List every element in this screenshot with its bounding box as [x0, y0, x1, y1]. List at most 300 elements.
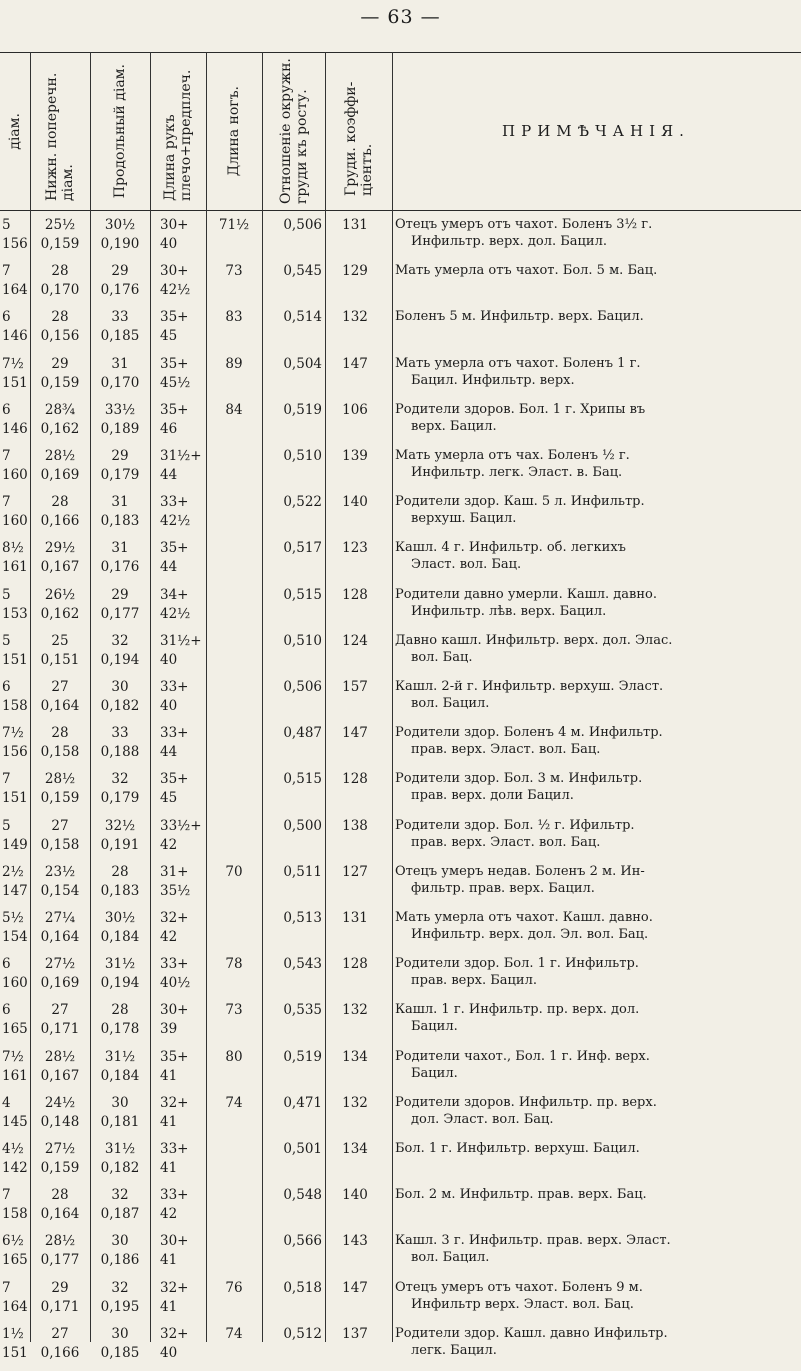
lower-transverse-index: 0,171	[40, 1021, 80, 1038]
note-line-1: Родители здор. Кашл. давно Инфильтр.	[395, 1325, 668, 1341]
chest-coef-value: 137	[342, 1325, 368, 1342]
note-text	[395, 724, 795, 758]
arm-length-value: 33+	[160, 956, 189, 973]
longitudinal-index: 0,183	[100, 513, 140, 530]
forearm-length-value: 41	[160, 1067, 178, 1084]
longitudinal-index: 0,182	[100, 698, 140, 714]
lower-transverse-index: 0,148	[40, 1113, 80, 1130]
table-row	[0, 909, 801, 955]
diam-value: 4	[2, 1094, 11, 1111]
note-line-2: легк. Бацил.	[411, 1342, 497, 1358]
chest-coef-value: 128	[342, 586, 368, 603]
leg-length-value: 83	[225, 309, 243, 326]
chest-coef-value: 124	[342, 632, 368, 649]
diam-index: 160	[2, 975, 28, 992]
chest-ratio-value: 0,500	[283, 817, 322, 834]
lower-transverse-index: 0,166	[40, 513, 80, 530]
note-line-2: Бацил.	[411, 1019, 458, 1035]
header-diam: діам.	[7, 112, 23, 150]
note-text	[395, 1001, 795, 1035]
lower-transverse-index: 0,169	[40, 975, 80, 992]
longitudinal-value: 30	[111, 1233, 129, 1250]
note-line-1: Бол. 2 м. Инфильтр. прав. верх. Бац.	[395, 1187, 647, 1203]
note-text	[395, 401, 795, 435]
note-line-1: Мать умерла отъ чах. Боленъ ½ г.	[395, 448, 630, 463]
leg-length-value: 84	[225, 401, 243, 418]
table-row	[0, 863, 801, 909]
longitudinal-value: 31½	[104, 1141, 136, 1157]
diam-value: 7	[2, 263, 11, 280]
chest-coef-value: 132	[342, 1002, 368, 1019]
note-line-2: верх. Бацил.	[411, 418, 497, 434]
forearm-length-value: 45	[160, 790, 178, 807]
lower-transverse-value: 27¼	[44, 910, 76, 926]
arm-length-value: 33+	[160, 1141, 189, 1157]
lower-transverse-value: 23½	[44, 863, 76, 880]
longitudinal-index: 0,177	[100, 605, 140, 622]
chest-coef-value: 140	[342, 1187, 368, 1204]
lower-transverse-index: 0,166	[40, 1344, 80, 1361]
longitudinal-index: 0,184	[100, 1067, 140, 1084]
note-line-1: Родители здор. Боленъ 4 м. Инфильтр.	[395, 725, 663, 741]
longitudinal-index: 0,191	[100, 836, 140, 853]
leg-length-value: 80	[225, 1048, 243, 1065]
forearm-length-value: 40	[160, 698, 178, 714]
table-row	[0, 1001, 801, 1047]
lower-transverse-index: 0,158	[40, 744, 80, 761]
chest-ratio-value: 0,522	[283, 494, 322, 511]
diam-index: 165	[2, 1021, 28, 1038]
note-line-1: Родители здор. Бол. ½ г. Ифильтр.	[395, 817, 635, 833]
longitudinal-index: 0,188	[100, 744, 140, 761]
chest-ratio-value: 0,510	[283, 448, 322, 464]
chest-coef-value: 129	[342, 263, 368, 280]
chest-coef-value: 139	[342, 448, 368, 464]
leg-length-value: 89	[225, 355, 243, 372]
forearm-length-value: 44	[160, 559, 178, 576]
lower-transverse-index: 0,167	[40, 1067, 80, 1084]
leg-length-value: 73	[225, 263, 243, 280]
note-line-1: Родители здоров. Бол. 1 г. Хрипы въ	[395, 401, 646, 417]
arm-length-value: 32+	[160, 1094, 189, 1111]
header-top-rule	[0, 52, 801, 53]
chest-coef-value: 127	[342, 863, 368, 880]
note-line-1: Родители чахот., Бол. 1 г. Инф. верх.	[395, 1048, 650, 1064]
chest-ratio-value: 0,535	[283, 1002, 322, 1019]
table-row	[0, 817, 801, 863]
header-cell	[0, 56, 30, 206]
note-line-2: Инфильтр. верх. дол. Бацил.	[411, 234, 607, 249]
longitudinal-index: 0,189	[100, 420, 140, 437]
chest-ratio-value: 0,515	[283, 771, 322, 788]
chest-coef-value: 128	[342, 771, 368, 788]
lower-transverse-value: 28½	[44, 1048, 76, 1065]
forearm-length-value: 45	[160, 328, 178, 345]
diam-value: 6	[2, 679, 11, 695]
lower-transverse-value: 25½	[44, 217, 76, 233]
arm-length-value: 35+	[160, 771, 189, 788]
forearm-length-value: 42½	[160, 282, 191, 299]
header-cell	[325, 56, 392, 206]
diam-index: 158	[2, 698, 28, 714]
arm-length-value: 30+	[160, 263, 189, 280]
note-text	[395, 493, 795, 527]
diam-value: 6	[2, 401, 11, 418]
note-line-1: Мать умерла отъ чахот. Бол. 5 м. Бац.	[395, 263, 658, 279]
arm-length-value: 32+	[160, 1325, 189, 1342]
chest-ratio-value: 0,517	[283, 540, 322, 557]
header-chest-ratio: Отношеніе окружн. груди къ росту.	[277, 58, 310, 204]
note-line-2: Бацил. Инфильтр. верх.	[411, 372, 575, 388]
arm-length-value: 33+	[160, 494, 189, 511]
note-text	[395, 216, 795, 250]
longitudinal-index: 0,178	[100, 1021, 140, 1038]
longitudinal-index: 0,182	[100, 1160, 140, 1176]
diam-index: 145	[2, 1113, 28, 1130]
diam-value: 7	[2, 1187, 11, 1204]
note-line-1: Родители давно умерли. Кашл. давно.	[395, 586, 657, 602]
longitudinal-value: 32½	[104, 817, 136, 834]
arm-length-value: 32+	[160, 1279, 189, 1296]
note-text	[395, 1186, 795, 1203]
arm-length-value: 30+	[160, 217, 189, 233]
lower-transverse-value: 28½	[44, 771, 76, 788]
forearm-length-value: 42	[160, 929, 178, 945]
note-line-2: прав. верх. Эласт. вол. Бац.	[411, 742, 601, 758]
diam-value: 7	[2, 771, 11, 788]
note-line-1: Мать умерла отъ чахот. Кашл. давно.	[395, 910, 653, 925]
note-line-2: вол. Бац.	[411, 649, 473, 665]
note-text	[395, 909, 795, 943]
diam-value: 6	[2, 956, 11, 973]
lower-transverse-value: 28	[51, 1187, 69, 1204]
note-text	[395, 678, 795, 712]
lower-transverse-index: 0,169	[40, 467, 80, 483]
header-longitudinal: Продольный діам.	[112, 63, 128, 199]
forearm-length-value: 35½	[160, 882, 191, 899]
lower-transverse-value: 27	[51, 1325, 69, 1342]
table-row	[0, 447, 801, 493]
table-row	[0, 1094, 801, 1140]
longitudinal-index: 0,170	[100, 374, 140, 391]
note-line-1: Боленъ 5 м. Инфильтр. верх. Бацил.	[395, 309, 644, 325]
chest-ratio-value: 0,545	[283, 263, 322, 280]
note-text	[395, 539, 795, 573]
arm-length-value: 31½+	[160, 448, 202, 464]
table-row	[0, 539, 801, 585]
longitudinal-index: 0,176	[100, 559, 140, 576]
diam-value: 7	[2, 494, 11, 511]
diam-index: 151	[2, 651, 28, 668]
forearm-length-value: 42	[160, 1206, 178, 1223]
longitudinal-index: 0,185	[100, 1344, 140, 1361]
longitudinal-index: 0,179	[100, 467, 140, 483]
leg-length-value: 70	[225, 863, 243, 880]
note-line-2: Инфильтр верх. Эласт. вол. Бац.	[411, 1296, 634, 1312]
table-row	[0, 678, 801, 724]
lower-transverse-index: 0,159	[40, 790, 80, 807]
chest-ratio-value: 0,543	[283, 956, 322, 973]
note-line-1: Мать умерла отъ чахот. Боленъ 1 г.	[395, 355, 641, 371]
table-row	[0, 1186, 801, 1232]
forearm-length-value: 42½	[160, 605, 191, 622]
diam-index: 154	[2, 929, 28, 945]
forearm-length-value: 41	[160, 1113, 178, 1130]
longitudinal-value: 31	[111, 355, 129, 372]
lower-transverse-index: 0,167	[40, 559, 80, 576]
longitudinal-value: 30½	[104, 217, 136, 233]
longitudinal-value: 28	[111, 1002, 129, 1019]
diam-index: 161	[2, 1067, 28, 1084]
leg-length-value: 71½	[218, 217, 250, 233]
diam-value: 6	[2, 1002, 11, 1019]
chest-ratio-value: 0,519	[283, 401, 322, 418]
diam-index: 165	[2, 1252, 28, 1269]
arm-length-value: 34+	[160, 586, 189, 603]
chest-coef-value: 143	[342, 1233, 368, 1250]
diam-index: 146	[2, 328, 28, 345]
note-line-2: прав. верх. доли Бацил.	[411, 788, 574, 804]
note-line-1: Кашл. 3 г. Инфильтр. прав. верх. Эласт.	[395, 1233, 671, 1249]
note-line-2: вол. Бацил.	[411, 1250, 490, 1266]
diam-index: 151	[2, 790, 28, 807]
diam-value: 5	[2, 632, 11, 649]
leg-length-value: 73	[225, 1002, 243, 1019]
lower-transverse-index: 0,159	[40, 236, 80, 252]
lower-transverse-value: 27½	[44, 956, 76, 973]
forearm-length-value: 42	[160, 836, 178, 853]
chest-ratio-value: 0,518	[283, 1279, 322, 1296]
longitudinal-value: 32	[111, 1279, 129, 1296]
note-text	[395, 586, 795, 620]
arm-length-value: 35+	[160, 355, 189, 372]
longitudinal-value: 30	[111, 1094, 129, 1111]
note-text	[395, 355, 795, 389]
forearm-length-value: 44	[160, 744, 178, 761]
diam-value: 7½	[2, 1048, 24, 1065]
note-line-2: Бацил.	[411, 1065, 458, 1081]
longitudinal-index: 0,183	[100, 882, 140, 899]
lower-transverse-value: 27	[51, 1002, 69, 1019]
header-lower-transverse: Нижн. поперечн. діам.	[44, 72, 76, 201]
note-text	[395, 447, 795, 481]
lower-transverse-value: 28½	[44, 448, 76, 464]
note-text	[395, 1048, 795, 1082]
lower-transverse-index: 0,170	[40, 282, 80, 299]
lower-transverse-index: 0,158	[40, 836, 80, 853]
chest-ratio-value: 0,506	[283, 217, 322, 233]
note-line-1: Отецъ умеръ отъ чахот. Боленъ 3½ г.	[395, 217, 653, 232]
page-number: — 63 —	[360, 6, 441, 28]
arm-length-value: 33+	[160, 725, 189, 742]
lower-transverse-value: 29½	[44, 540, 76, 557]
lower-transverse-value: 25	[51, 632, 69, 649]
longitudinal-index: 0,190	[100, 236, 140, 252]
arm-length-value: 33½+	[160, 817, 202, 834]
diam-index: 156	[2, 236, 28, 252]
lower-transverse-value: 29	[51, 355, 69, 372]
header-bottom-rule	[0, 210, 801, 211]
lower-transverse-value: 28	[51, 725, 69, 742]
arm-length-value: 35+	[160, 540, 189, 557]
longitudinal-value: 28	[111, 863, 129, 880]
chest-ratio-value: 0,471	[283, 1094, 322, 1111]
chest-ratio-value: 0,514	[283, 309, 322, 326]
arm-length-value: 35+	[160, 309, 189, 326]
diam-value: 5	[2, 586, 11, 603]
table-row	[0, 770, 801, 816]
header-chest-coef: Груди. коэффи-ціентъ.	[342, 81, 375, 196]
table-row	[0, 632, 801, 678]
note-line-1: Родители здор. Бол. 3 м. Инфильтр.	[395, 771, 643, 787]
chest-ratio-value: 0,548	[283, 1187, 322, 1204]
longitudinal-value: 32	[111, 771, 129, 788]
note-line-1: Бол. 1 г. Инфильтр. верхуш. Бацил.	[395, 1141, 640, 1156]
forearm-length-value: 40	[160, 651, 178, 668]
longitudinal-index: 0,181	[100, 1113, 140, 1130]
chest-ratio-value: 0,506	[283, 679, 322, 695]
chest-ratio-value: 0,510	[283, 632, 322, 649]
lower-transverse-index: 0,159	[40, 1160, 80, 1176]
forearm-length-value: 44	[160, 467, 178, 483]
note-text	[395, 262, 795, 279]
lower-transverse-value: 27½	[44, 1141, 76, 1157]
lower-transverse-index: 0,162	[40, 605, 80, 622]
diam-value: 6	[2, 309, 11, 326]
table-row	[0, 401, 801, 447]
longitudinal-value: 30	[111, 679, 129, 695]
note-line-1: Давно кашл. Инфильтр. верх. дол. Элас.	[395, 632, 673, 648]
diam-index: 149	[2, 836, 28, 853]
diam-value: 7	[2, 1279, 11, 1296]
note-line-2: прав. верх. Бацил.	[411, 973, 537, 989]
diam-value: 5½	[2, 910, 24, 926]
longitudinal-value: 30½	[104, 910, 136, 926]
note-line-1: Кашл. 4 г. Инфильтр. об. легкихъ	[395, 540, 626, 556]
note-line-2: вол. Бацил.	[411, 696, 490, 711]
lower-transverse-index: 0,159	[40, 374, 80, 391]
note-line-2: Инфильтр. верх. дол. Эл. вол. Бац.	[411, 927, 649, 942]
longitudinal-value: 29	[111, 448, 129, 464]
lower-transverse-index: 0,162	[40, 420, 80, 437]
note-line-1: Кашл. 1 г. Инфильтр. пр. верх. дол.	[395, 1002, 640, 1018]
note-line-1: Родители здор. Каш. 5 л. Инфильтр.	[395, 494, 645, 510]
chest-coef-value: 131	[342, 910, 368, 926]
lower-transverse-value: 27	[51, 679, 69, 695]
note-line-1: Родители здор. Бол. 1 г. Инфильтр.	[395, 956, 639, 972]
arm-length-value: 31½+	[160, 632, 202, 649]
note-line-1: Родители здоров. Инфильтр. пр. верх.	[395, 1094, 657, 1110]
leg-length-value: 74	[225, 1325, 243, 1342]
longitudinal-index: 0,195	[100, 1298, 140, 1315]
diam-value: 4½	[2, 1141, 24, 1157]
chest-coef-value: 134	[342, 1048, 368, 1065]
lower-transverse-value: 29	[51, 1279, 69, 1296]
chest-coef-value: 132	[342, 309, 368, 326]
diam-index: 151	[2, 1344, 28, 1361]
diam-value: 7	[2, 448, 11, 464]
header-notes: ПРИМѢЧАНІЯ.	[502, 122, 690, 140]
table-row	[0, 262, 801, 308]
note-line-2: фильтр. прав. верх. Бацил.	[411, 880, 595, 896]
chest-ratio-value: 0,487	[283, 725, 322, 742]
longitudinal-value: 31	[111, 540, 129, 557]
chest-ratio-value: 0,501	[283, 1141, 322, 1157]
longitudinal-value: 29	[111, 586, 129, 603]
longitudinal-index: 0,185	[100, 328, 140, 345]
chest-coef-value: 147	[342, 725, 368, 742]
longitudinal-value: 32	[111, 1187, 129, 1204]
note-text	[395, 1094, 795, 1128]
note-line-1: Кашл. 2-й г. Инфильтр. верхуш. Эласт.	[395, 679, 664, 694]
longitudinal-value: 31	[111, 494, 129, 511]
header-cell	[30, 56, 90, 206]
chest-coef-value: 140	[342, 494, 368, 511]
header-arm-length: Длина рукъ плечо+предплеч.	[162, 69, 194, 201]
note-line-2: дол. Эласт. вол. Бац.	[411, 1111, 554, 1127]
table-row	[0, 355, 801, 401]
leg-length-value: 78	[225, 956, 243, 973]
table-row	[0, 493, 801, 539]
note-line-2: Инфильтр. легк. Эласт. в. Бац.	[411, 465, 623, 480]
note-text	[395, 308, 795, 325]
note-line-1: Отецъ умеръ отъ чахот. Боленъ 9 м.	[395, 1279, 643, 1295]
longitudinal-index: 0,194	[100, 975, 140, 992]
arm-length-value: 30+	[160, 1233, 189, 1250]
lower-transverse-index: 0,177	[40, 1252, 80, 1269]
note-line-2: прав. верх. Эласт. вол. Бац.	[411, 834, 601, 850]
diam-value: 5	[2, 817, 11, 834]
longitudinal-index: 0,176	[100, 282, 140, 299]
chest-coef-value: 157	[342, 679, 368, 695]
lower-transverse-value: 26½	[44, 586, 76, 603]
table-row	[0, 216, 801, 262]
header-cell	[206, 56, 262, 206]
note-line-2: верхуш. Бацил.	[411, 511, 517, 527]
diam-index: 151	[2, 374, 28, 391]
diam-index: 142	[2, 1160, 28, 1176]
longitudinal-value: 31½	[104, 956, 136, 973]
table-row	[0, 1048, 801, 1094]
chest-ratio-value: 0,513	[283, 910, 322, 926]
leg-length-value: 76	[225, 1279, 243, 1296]
table-row	[0, 1325, 801, 1371]
diam-value: 8½	[2, 540, 24, 557]
lower-transverse-index: 0,164	[40, 698, 80, 714]
lower-transverse-value: 28	[51, 263, 69, 280]
forearm-length-value: 41	[160, 1160, 178, 1176]
forearm-length-value: 41	[160, 1298, 178, 1315]
forearm-length-value: 40	[160, 236, 178, 252]
chest-ratio-value: 0,504	[283, 355, 322, 372]
table-row	[0, 724, 801, 770]
lower-transverse-index: 0,154	[40, 882, 80, 899]
chest-coef-value: 128	[342, 956, 368, 973]
header-cell	[262, 56, 325, 206]
chest-coef-value: 134	[342, 1141, 368, 1157]
chest-ratio-value: 0,511	[283, 863, 322, 880]
diam-index: 146	[2, 420, 28, 437]
note-text	[395, 1232, 795, 1266]
note-text	[395, 817, 795, 851]
chest-coef-value: 123	[342, 540, 368, 557]
lower-transverse-value: 24½	[44, 1094, 76, 1111]
forearm-length-value: 45½	[160, 374, 191, 391]
longitudinal-value: 32	[111, 632, 129, 649]
table-row	[0, 1140, 801, 1186]
longitudinal-index: 0,186	[100, 1252, 140, 1269]
header-cell	[150, 56, 206, 206]
